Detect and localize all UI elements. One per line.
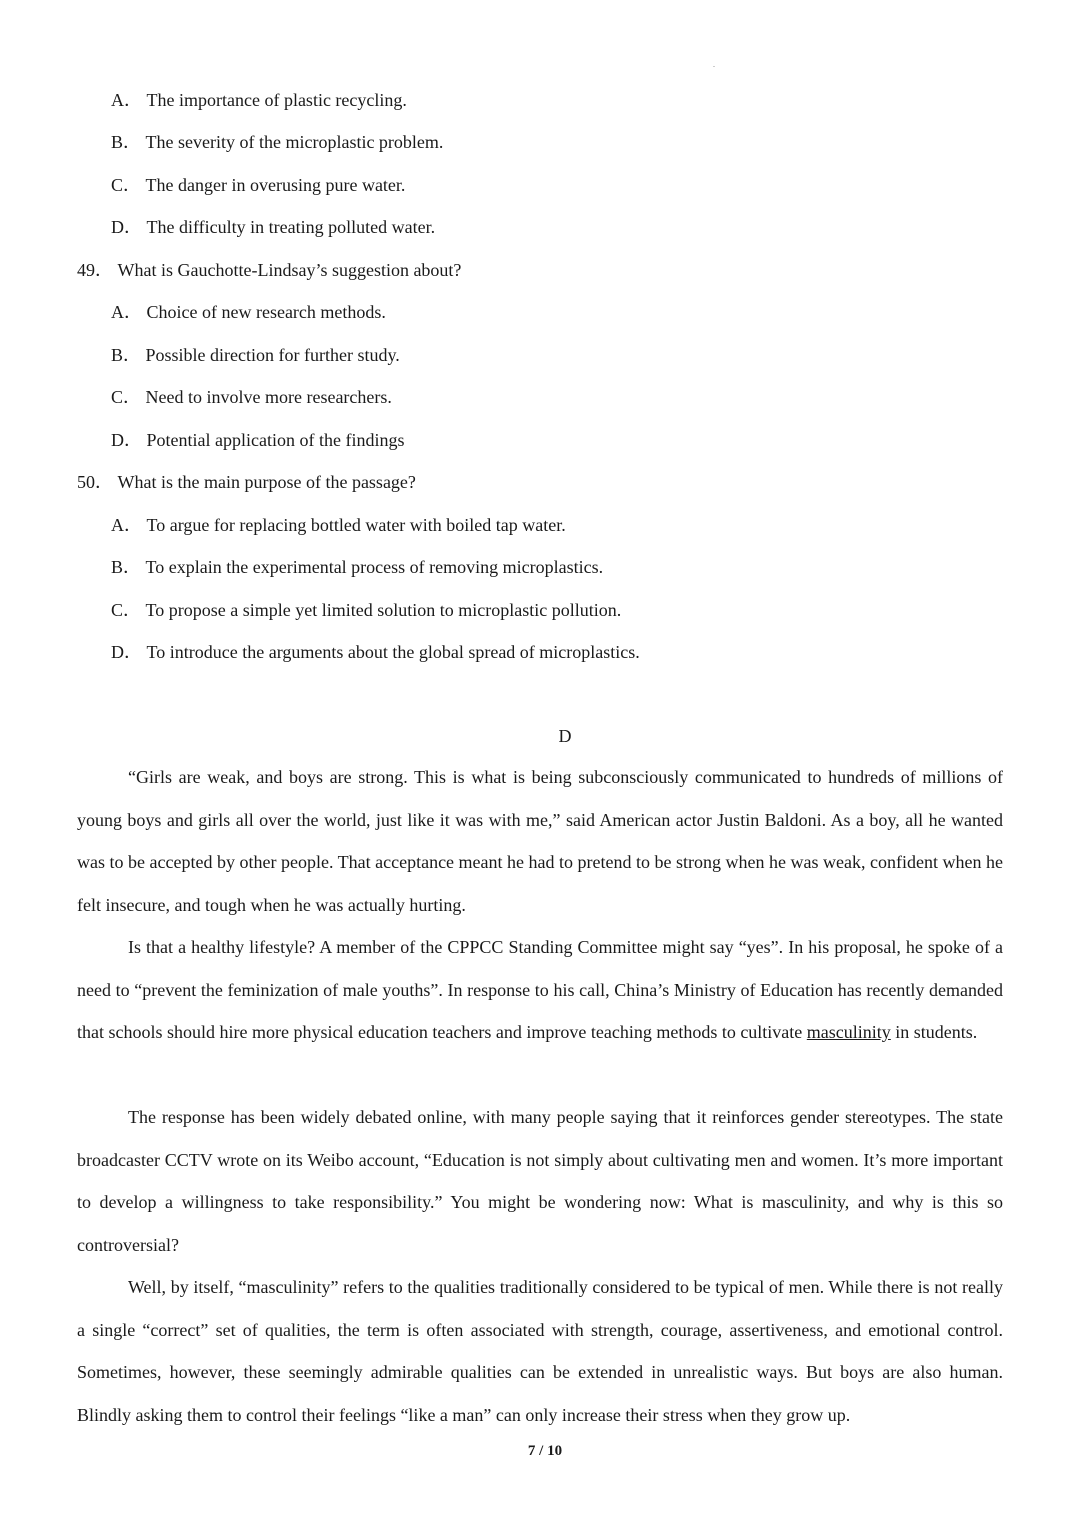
q49-option-c: C． Need to involve more researchers. (111, 387, 392, 407)
q50-stem: 50． What is the main purpose of the passage? (77, 472, 416, 492)
q48-option-c: C． The danger in overusing pure water. (111, 175, 406, 195)
passage-paragraph-1: “Girls are weak, and boys are strong. This is what is being subconsciously communicated to hundreds of millions of young boys and girls all over the world, just like it was with me,” said American actor Justin Baldoni. As a boy, all he wanted was to be accepted by other people. That acceptance meant he had to pretend to be strong when he was weak, confident when he felt insecure, and tough when he was actually hurting. (77, 767, 1003, 915)
passage-paragraph-2: Is that a healthy lifestyle? A member of the CPPCC Standing Committee might say “yes”. In his proposal, he spoke of a need to “prevent the feminization of male youths”. In response to his call, China’s Ministry of Education has recently demanded that schools should hire more physical education teachers and improve teaching methods to cultivate masculinity in students. (77, 937, 1003, 1042)
passage-paragraph-3: The response has been widely debated online, with many people saying that it reinforces gender stereotypes. The state broadcaster CCTV wrote on its Weibo account, “Education is not simply about cultivating men and women. It’s more important to develop a willingness to take responsibility.” You might be wondering now: What is masculinity, and why is this so controversial? (77, 1107, 1003, 1255)
q48-option-d: D． The difficulty in treating polluted water. (111, 217, 436, 237)
scan-speck (713, 66, 715, 67)
q48-option-a: A． The importance of plastic recycling. (111, 90, 407, 110)
underlined-word: masculinity (806, 1022, 891, 1042)
q49-option-b: B． Possible direction for further study. (111, 345, 400, 365)
section-heading: D (558, 726, 572, 746)
q50-option-b: B． To explain the experimental process of removing microplastics. (111, 557, 604, 577)
q49-stem: 49． What is Gauchotte-Lindsay’s suggestion about? (77, 260, 462, 280)
q49-option-a: A． Choice of new research methods. (111, 302, 386, 322)
q48-option-b: B． The severity of the microplastic problem. (111, 132, 444, 152)
passage-paragraph-4: Well, by itself, “masculinity” refers to the qualities traditionally considered to be typical of men. While there is not really a single “correct” set of qualities, the term is often associated with strength, courage, assertiveness, and emotional control. Sometimes, however, these seemingly admirable qualities can be extended in unrealistic ways. But boys are also human. Blindly asking them to control their feelings “like a man” can only increase their stress when they grow up. (77, 1277, 1003, 1425)
q49-option-d: D． Potential application of the findings (111, 430, 405, 450)
page-number: 7 / 10 (527, 1443, 563, 1459)
q50-option-c: C． To propose a simple yet limited solution to microplastic pollution. (111, 600, 622, 620)
q50-option-d: D． To introduce the arguments about the global spread of microplastics. (111, 642, 640, 662)
q50-option-a: A． To argue for replacing bottled water with boiled tap water. (111, 515, 566, 535)
